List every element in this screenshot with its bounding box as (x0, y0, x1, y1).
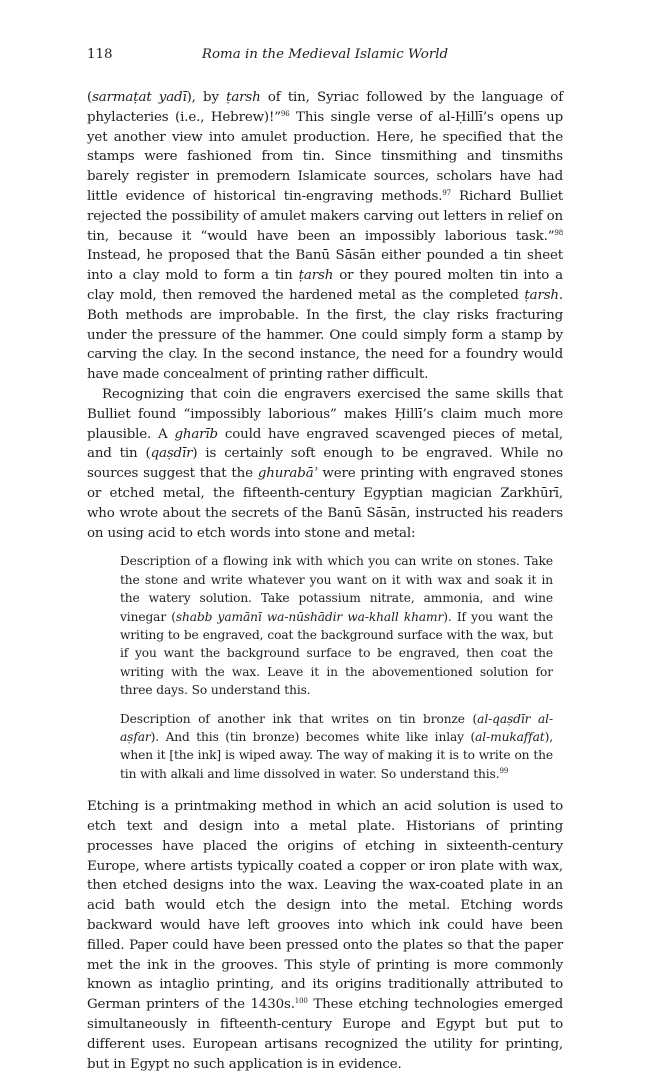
text-span: ). And this (tin bronze) becomes white like inlay ( (150, 729, 476, 744)
italic-term: sarmaṭat yadī (92, 90, 187, 105)
text-span: These etching technologies emerged simultaneously in fifteenth-century Europe and Egypt but put to different uses. European artisans recognized the utility for printing, but in Egypt no such application is in evidence. (87, 997, 563, 1072)
text-span: Instead, he proposed that the Banū Sāsān either pounded a tin sheet into a clay mold to form a tin (87, 248, 563, 284)
italic-term: gharīb (174, 426, 218, 442)
text-span: ). If you want the writing to be engraved, coat the background surface with the wax, but if you want the background surface to be engraved, then coat the writing with the wax. Leave it in the abovementioned solution for three days. So understand this. (120, 609, 553, 698)
italic-term: ṭarsh (524, 287, 559, 303)
paragraph-3 (87, 797, 563, 1074)
text-span: were printing with engraved stones or etched metal, the fifteenth-century Egyptian magician Zarkhūrī, who wrote about the secrets of the Banū Sāsān, instructed his readers on using acid to etch words into stone and metal: (87, 466, 563, 541)
text-span: Etching is a printmaking method in which an acid solution is used to etch text and design into a metal plate. Historians of printing processes have placed the origins of etching in sixteenth-century Europe, where artists typically coated a copper or iron plate with wax, then etched designs into the wax. Leaving the wax-coated plate in an acid bath would etch the design into the metal. Etching words backward would have left grooves into which ink could have been filled. Paper could have been pressed onto the plates so that the paper met the ink in the grooves. This style of printing is more commonly known as intaglio printing, and its origins traditionally attributed to German printers of the 1430s. (87, 799, 563, 1013)
italic-term: ṭarsh (226, 90, 261, 105)
footnote-ref-100[interactable]: 100 (294, 997, 308, 1006)
text-span: Richard Bulliet rejected the possibility of amulet makers carving out letters in relief on tin, because it “would have been an impossibly laborious task.” (87, 188, 563, 244)
quote-paragraph-1 (120, 552, 553, 699)
text-span: or they poured molten tin into a clay mold, then removed the hardened metal as the completed (87, 268, 563, 303)
footnote-ref-96[interactable]: 96 (280, 109, 290, 118)
text-span: ), by (186, 90, 227, 105)
italic-term: qaṣdīr (150, 446, 193, 462)
running-title: Roma in the Medieval Islamic World (201, 47, 449, 62)
italic-term: al-qaṣdīr al-aṣfar (120, 711, 553, 744)
paragraph-1 (87, 88, 563, 385)
text-span: could have engraved scavenged pieces of metal, and tin ( (87, 426, 563, 462)
text-span: ( (87, 90, 93, 105)
footnote-ref-99[interactable]: 99 (499, 766, 509, 775)
text-span: of tin, Syriac followed by the language of phylacteries (i.e., Hebrew)!” (87, 90, 563, 125)
text-span: Description of a flowing ink with which you can write on stones. Take the stone and write whatever you want on it with wax and soak it in the watery solution. Take potassium nitrate, ammonia, and wine vinegar ( (120, 554, 553, 624)
paragraph-2 (87, 385, 563, 543)
quote-paragraph-2 (120, 710, 553, 784)
italic-term: shabb yamānī wa-nūshādir wa-khall khamr (175, 609, 444, 624)
page-number: 118 (87, 47, 113, 62)
italic-term: ghurabāʾ (257, 466, 318, 482)
italic-term: al-mukaffat (475, 729, 545, 744)
footnote-ref-97[interactable]: 97 (442, 188, 451, 197)
italic-term: ṭarsh (298, 268, 334, 284)
block-quote (120, 552, 553, 783)
body-text (87, 88, 563, 1074)
text-span: Description of another ink that writes on tin bronze ( (120, 711, 478, 726)
footnote-ref-98[interactable]: 98 (554, 228, 563, 237)
text-span: ) is certainly soft enough to be engraved. While no sources suggest that the (87, 446, 563, 482)
text-span: Recognizing that coin die engravers exercised the same skills that Bulliet found “impossibly laborious” makes Ḥillī’s claim much more plausible. A (87, 386, 563, 442)
text-span: This single verse of al-Ḥillī’s opens up yet another view into amulet production. Here, he specified that the stamps were fashioned from tin. Since tinsmithing and tinsmiths barely register in premodern Islamicate sources, scholars have had little evidence of historical tin-engraving methods. (87, 109, 563, 204)
text-span: . Both methods are improbable. In the first, the clay risks fracturing under the pressure of the hammer. One could simply form a stamp by carving the clay. In the second instance, the need for a foundry would have made concealment of printing rather difficult. (87, 287, 563, 383)
running-header (87, 46, 563, 64)
text-span: ), when it [the ink] is wiped away. The way of making it is to write on the tin with alkali and lime dissolved in water. So understand this. (120, 729, 553, 781)
